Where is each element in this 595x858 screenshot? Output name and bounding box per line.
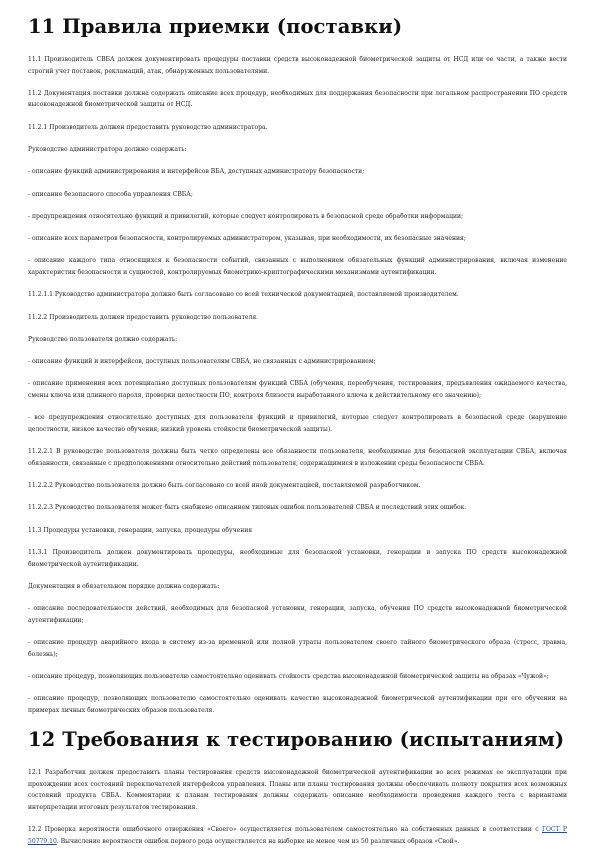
list-item: - описание каждого типа относящихся к безопасности событий, связанных с выполнением обязательных функций администрирования, включая изменение характеристик безопасности и сущностей, контролируемых биометрико-криптографическими механизмами аутентификации. <box>28 257 567 277</box>
section-11-body <box>28 54 567 716</box>
document-page <box>28 14 567 858</box>
paragraph: 12.1 Разработчик должен предоставить планы тестирования средств высоконадежной биометрической аутентификации во всех режимах ее эксплуатации при прохождении всех состояний переключателей интерфейсов управления. Планы или планы тестирования должны обеспечивать полноту покрытия всех возможных состояний продукта СВБА. Комментарии к планам тестирования должны содержать описание необходимости проведения каждого теста с вариантами интерпретации итоговых результатов тестирования. <box>28 768 567 811</box>
paragraph-text: . Вычисление вероятности ошибок первого рода осуществляется на выборке не менее чем из 50 различных образов «Свой». <box>56 837 460 845</box>
paragraph-text: 12.2 Проверка вероятности ошибочного отвержения «Своего» осуществляется пользователем самостоятельно на собственных данных в соответствии с <box>28 826 542 834</box>
paragraph: 11.2 Документация поставки должна содержать описание всех процедур, необходимых для поддержания безопасности при легальном распространении ПО средств высоконадежной биометрической защиты от НСД. <box>28 89 567 109</box>
paragraph: 11.2.2.1 В руководстве пользователя должны быть четко определены все обязанности пользователя, необходимые для безопасной эксплуатации СВБА, включая обязанности, связанные с предположениями относительно действий пользователя, содержащимися в изложении среды безопасности СВБА. <box>28 448 567 467</box>
list-item: - описание процедур, позволяющих пользователю самостоятельно оценивать качество высоконадежной биометрической аутентификации при его обучении на примерах личных биометрических образов пользователя. <box>28 695 567 714</box>
list-item: - предупреждения относительно функций и привилегий, которые следует контролировать в безопасной среде обработки информации; <box>28 212 464 220</box>
paragraph: 11.2.2.3 Руководство пользователя может быть снабжено описанием типовых ошибок пользователей СВБА и последствий этих ошибок. <box>28 504 467 512</box>
paragraph: 11.2.1.1 Руководство администратора должно быть согласовано со всей технической документацией, поставляемой производителем. <box>28 291 459 299</box>
gost-link[interactable]: ГОСТ Р 50779.10 <box>28 826 567 845</box>
list-item: - описание процедур, позволяющих пользователю самостоятельно оценивать стойкость средства высоконадежной биометрической защиты на образах «Чужой»; <box>28 672 549 680</box>
paragraph <box>28 824 567 847</box>
paragraph: 11.1 Производитель СВБА должен документировать процедуры поставки средств высоконадежной биометрической защиты от НСД или ее части, а также вести строгий учет поставок, рекламаций, атак, обнаруженных пользователями. <box>28 56 567 75</box>
paragraph: Руководство администратора должно содержать: <box>28 146 187 154</box>
list-item: - все предупреждения относительно доступных для пользователя функций и привилегий, которые следует контролировать в безопасной среде (нарушение целостности, низкое качество обучения, низкий уровень стойкости биометрической защиты). <box>28 414 567 433</box>
paragraph: 11.3.1 Производитель должен документировать процедуры, необходимые для безопасной установки, генерации и запуска ПО средств высоконадежной биометрической аутентификации. <box>28 548 567 568</box>
list-item: - описание последовательности действий, необходимых для безопасной установки, генерации, запуска, обучения ПО средств высоконадежной биометрической аутентификации; <box>28 605 567 624</box>
list-item: - описание безопасного способа управления СВБА; <box>28 190 193 198</box>
subsection-title: 11.3 Процедуры установки, генерации, запуска, процедуры обучения <box>28 526 253 534</box>
section-12-body <box>28 767 567 847</box>
paragraph: 11.2.1 Производитель должен предоставить руководство администратора. <box>28 123 268 131</box>
paragraph: 11.2.2.2 Руководство пользователя должно быть согласовано со всей иной документацией, поставляемой разработчиком. <box>28 482 421 490</box>
paragraph: Руководство пользователя должно содержать: <box>28 335 178 343</box>
section-12-heading: 12 Требования к тестированию (испытаниям) <box>28 727 565 751</box>
list-item: - описание всех параметров безопасности, контролируемых администратором, указывая, при необходимости, их безопасные значения; <box>28 235 466 243</box>
list-item: - описание функций и интерфейсов, доступных пользователям СВБА, не связанных с администрированием; <box>28 358 376 366</box>
list-item: - описание применения всех потенциально доступных пользователям функций СВБА (обучения, переобучения, тестирования, предъявления ожидаемого качества, смены ключа или длинного пароля, проверки целостности ПО, контроля близости выработанного ключа к действительному его значению); <box>28 380 567 400</box>
list-item: - описание функций администрирования и интерфейсов ВБА, доступных администратору безопасности; <box>28 168 365 176</box>
section-11-heading: 11 Правила приемки (поставки) <box>28 15 403 38</box>
paragraph: Документация в обязательном порядке должна содержать: <box>28 582 220 590</box>
list-item: - описание процедур аварийного входа в систему из-за временной или полной утраты пользователем своего тайного биометрического образа (стресс, травма, болезнь); <box>28 638 567 658</box>
paragraph: 11.2.2 Производитель должен предоставить руководство пользователя. <box>28 313 259 321</box>
